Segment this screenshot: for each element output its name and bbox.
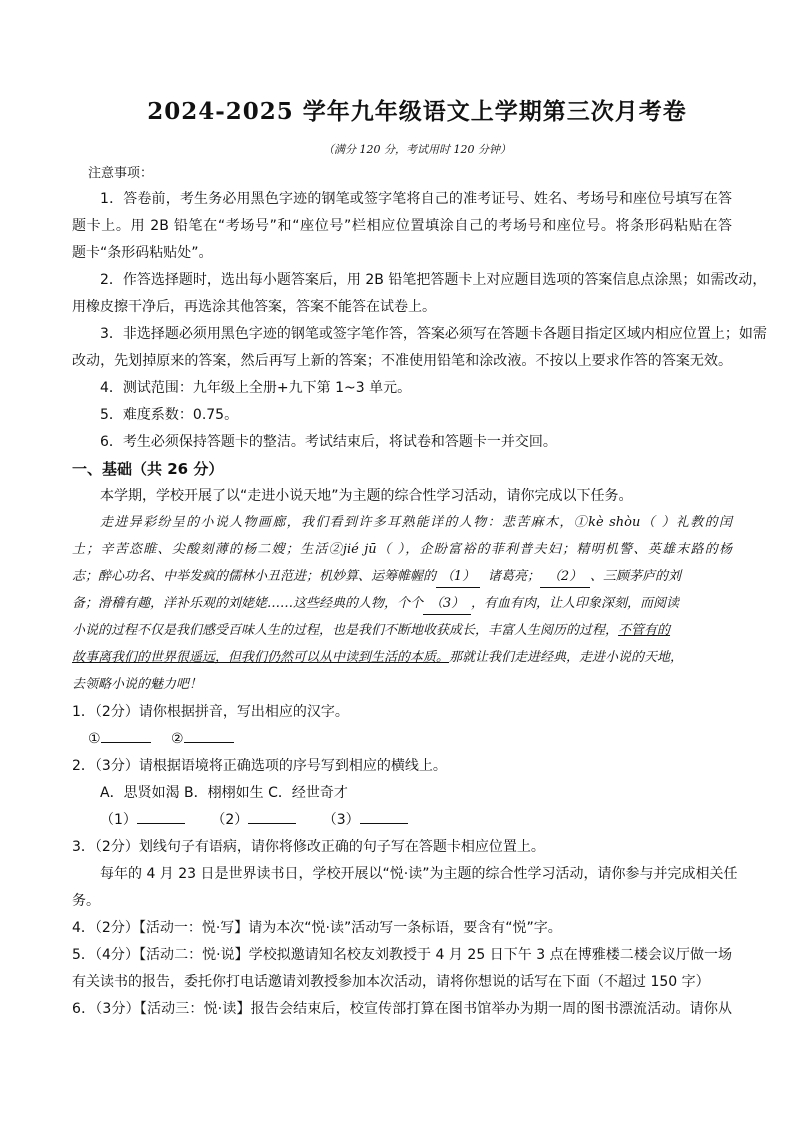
question-5-line-2: 有关读书的报告，委托你打电话邀请刘教授参加本次活动，请将你想说的话写在下面（不超过 150 字） [72,974,710,990]
passage-line-5 [72,621,732,641]
question-5-line-1: 5．（4分）【活动二：悦·说】学校拟邀请知名校友刘教授于 4 月 25 日下午 3 点在博雅楼二楼会议厅做一场 [72,947,732,963]
question-6: 6．（3分）【活动三：悦·读】报告会结束后，校宣传部打算在图书馆举办为期一周的图书漂流活动。请你从 [72,1001,732,1017]
notice-item-1-line-2: 题卡上。用 2B 铅笔在“考场号”和“座位号”栏相应位置填涂自己的考场号和座位号。将条形码粘贴在答 [72,218,732,234]
passage-line-4-text-b: ，有血有肉，让人印象深刻，而阅读 [471,596,680,611]
question-3: 3．（2分）划线句子有语病，请你将修改正确的句子写在答题卡相应位置上。 [72,839,545,855]
section-1-intro: 本学期，学校开展了以“走进小说天地”为主题的综合性学习活动，请你完成以下任务。 [100,488,633,504]
q1-answer-label-2: ② [171,731,184,747]
notice-item-1-line-3: 题卡“条形码粘贴处”。 [72,245,213,261]
blank-2-label: （2） [547,569,583,584]
passage-line-6-text-b: 那就让我们走进经典，走进小说的天地， [449,650,684,665]
notice-item-2-line-2: 用橡皮擦干净后，再选涂其他答案，答案不能答在试卷上。 [72,299,436,315]
question-1-answers [88,729,748,749]
question-1: 1．（2分）请你根据拼音，写出相应的汉字。 [72,704,349,720]
passage-line-2: 土；辛苦恣睢、尖酸刻薄的杨二嫂；生活②jié jū（ ），企盼富裕的菲利普夫妇；精明机警、英雄末路的杨 [72,542,732,557]
blank-3 [423,594,471,615]
question-2-answers [100,810,760,830]
notice-heading: 注意事项： [88,166,154,181]
context-line-2: 务。 [72,893,100,909]
notice-item-4: 4．测试范围：九年级上全册+九下第 1~3 单元。 [100,380,412,396]
blank-1 [436,567,480,588]
context-line-1: 每年的 4 月 23 日是世界读书日，学校开展以“悦·读”为主题的综合性学习活动，请你参与并完成相关任 [100,866,738,882]
notice-item-5: 5．难度系数：0.75。 [100,407,239,423]
q2-answer-blank-1[interactable] [137,823,185,824]
notice-item-3-line-2: 改动，先划掉原来的答案，然后再写上新的答案；不准使用铅笔和涂改液。不按以上要求作答的答案无效。 [72,353,732,369]
question-4: 4．（2分）【活动一：悦·写】请为本次“悦·读”活动写一条标语，要含有“悦”字。 [72,920,562,936]
q1-answer-label-1: ① [88,731,101,747]
blank-2 [540,567,590,588]
passage-line-3-text-a: 志；醉心功名、中举发疯的儒林小丑范进；机妙算、运筹帷幄的 [72,569,437,584]
notice-item-1-line-1: 1．答卷前，考生务必用黑色字迹的钢笔或签字笔将自己的准考证号、姓名、考场号和座位号填写在答 [100,191,732,207]
passage-line-5-text-a: 小说的过程不仅是我们感受百味人生的过程，也是我们不断地收获成长，丰富人生阅历的过程， [72,623,619,638]
blank-3-label: （3） [429,596,465,611]
passage-line-1: 走进异彩纷呈的小说人物画廊，我们看到许多耳熟能详的人物：悲苦麻木，①kè shòu（ ）礼教的闰 [100,515,732,530]
passage-line-3-text-c: 、三顾茅庐的刘 [590,569,682,584]
q1-answer-blank-2[interactable] [184,742,234,743]
notice-item-3-line-1: 3．非选择题必须用黑色字迹的钢笔或签字笔作答，答案必须写在答题卡各题目指定区域内相应位置上；如需 [100,326,767,342]
notice-item-2-line-1: 2．作答选择题时，选出每小题答案后，用 2B 铅笔把答题卡上对应题目选项的答案信息点涂黑；如需改动， [100,272,767,288]
page-subtitle: （满分 120 分，考试用时 120 分钟） [323,143,511,156]
q2-answer-label-2: （2） [211,812,249,828]
passage-line-3-text-b: 诸葛亮； [488,569,541,584]
q2-answer-blank-2[interactable] [248,823,296,824]
question-2-options: A．思贤如渴 B．栩栩如生 C．经世奇才 [100,785,348,801]
blank-1-label: （1） [440,569,476,584]
q2-answer-label-3: （3） [322,812,360,828]
passage-line-6 [72,648,732,668]
passage-line-3 [72,567,732,588]
underlined-sentence-part-2: 故事离我们的世界很遥远，但我们仍然可以从中读到生活的本质。 [72,650,450,665]
q1-answer-blank-1[interactable] [101,742,151,743]
section-1-heading: 一、基础（共 26 分） [72,460,224,478]
passage-line-7: 去领略小说的魅力吧！ [72,677,203,692]
question-2: 2．（3分）请根据语境将正确选项的序号写到相应的横线上。 [72,758,447,774]
notice-item-6: 6．考生必须保持答题卡的整洁。考试结束后，将试卷和答题卡一并交回。 [100,434,557,450]
q2-answer-label-1: （1） [100,812,137,828]
passage-line-4 [72,594,732,615]
underlined-sentence-part-1: 不管有的 [618,623,671,638]
passage-line-4-text-a: 备；滑稽有趣，洋补乐观的刘姥姥……这些经典的人物，个个 [72,596,424,611]
page-title: 2024-2025 学年九年级语文上学期第三次月考卷 [147,98,687,125]
q2-answer-blank-3[interactable] [360,823,408,824]
